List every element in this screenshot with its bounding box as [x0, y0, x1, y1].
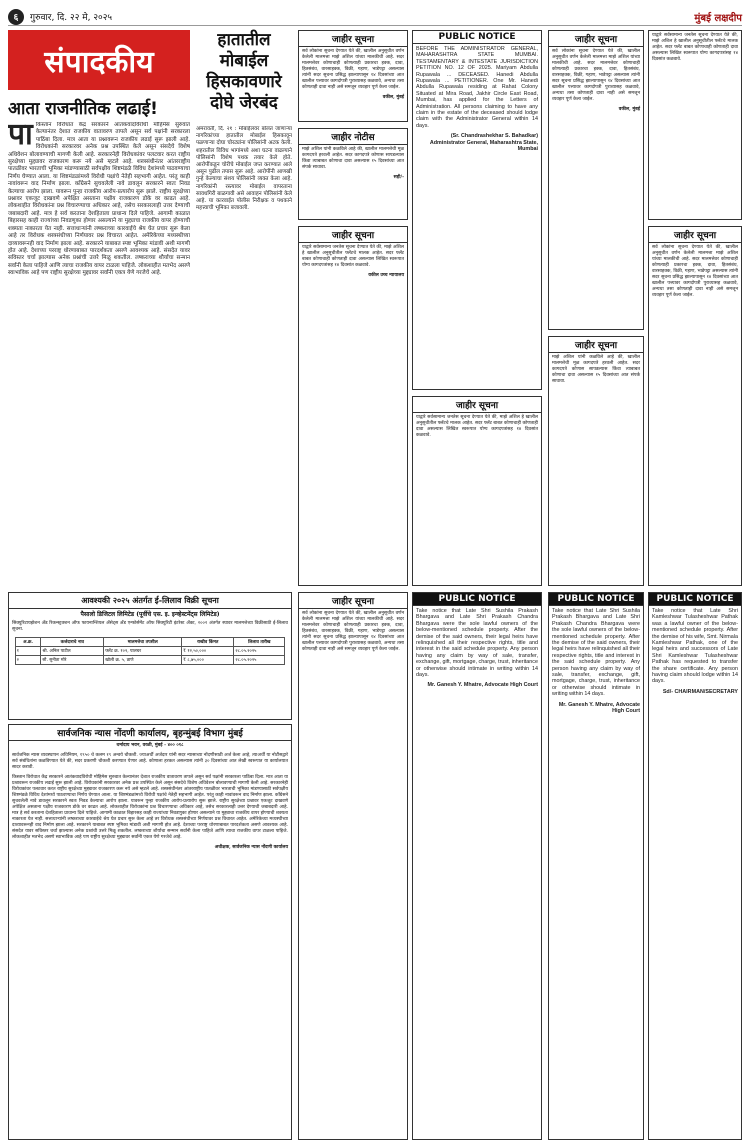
- auction-table: [15, 637, 286, 665]
- table-row: [15, 647, 285, 656]
- trust-header: सार्वजनिक न्यास नोंदणी कार्यालय, बृहन्मुंबई विभाग मुंबई: [9, 725, 291, 741]
- table-cell: सौ. सुनीता मोरे: [41, 656, 104, 665]
- notice-body: याद्वारे सर्वसामान्य जनतेस सूचना देण्यात येते की, माझे अशिल हे खालील अनुसूचीतील फ्लॅटचे मालक आहेत. सदर फ्लॅट बाबत कोणाचाही कोणताही दावा असल्यास लिखित स्वरूपात योग्य कागदपत्रांसह १४ दिवसांत कळवावे.: [416, 415, 538, 438]
- notice-9: [298, 592, 408, 1140]
- notice-body: सर्व लोकांना सूचना देण्यात येते की, खालील अनुसूचीत वर्णन केलेली मालमत्ता माझे अशिल यांच्या मालकीची आहे. सदर मालमत्तेवर कोणाचाही कोणत्याही प्रकारचा हक्क, दावा, हितसंबंध, वारसाहक्क, विक्री, गहाण, भाडेपट्टा असल्यास त्यांनी सदर सूचना प्रसिद्ध झाल्यापासून १४ दिवसांच्या आत खालील पत्त्यावर कागदोपत्री पुराव्यासह कळवावे, अन्यथा तसा कोणताही दावा नाही असे समजून व्यवहार पूर्ण केला जाईल.: [652, 245, 738, 298]
- section-title: मुंबई लक्षदीप: [694, 12, 742, 24]
- page-number: ६: [8, 9, 24, 25]
- notice-title: PUBLIC NOTICE: [649, 593, 741, 606]
- trust-body: सार्वजनिक न्यास व्यवस्थापन अधिनियम, १९५० चे कलम १९ अन्वये चौकशी. ज्याअर्थी अर्जदार यांनी सदर न्यासाच्या नोंदणीसाठी अर्ज केला आहे, त्याअर्थी या नोटीसद्वारे सर्व संबंधितांना कळविण्यात येते की, सदर प्रकरणी चौकशी करण्यात येणार आहे. कोणाला हरकत असल्यास त्यांनी ३० दिवसांच्या आत लेखी स्वरूपात या कार्यालयात सादर करावी.: [12, 753, 288, 770]
- notice-title: जाहीर सूचना: [649, 227, 741, 243]
- notice-title: जाहीर सूचना: [549, 337, 643, 353]
- notice-8: [648, 226, 742, 586]
- notice-6: [548, 336, 644, 586]
- notice-body: माझे अशिल यांनी कळविले आहे की, खालील मालमत्तेची मूळ कागदपत्रे हरवली आहेत. सदर कागदपत्रे कोणास सापडल्यास किंवा त्याबाबत कोणाचा दावा असल्यास १५ दिवसांच्या आत संपर्क साधावा.: [552, 355, 640, 384]
- editorial-text: किस्तान विरोधात केंद्र सरकारने आतंकवादविरोधी मोहिमेस सुरुवात केल्यानंतर देशात राजकीय वातावरण तापले असून सर्व पक्षांनी सरकारला पाठिंबा दिला. मात्र आता या प्रश्नावरून राजकीय लढाई सुरू झाली आहे. विरोधकांनी सरकारवर अनेक प्रश्न उपस्थित केले असून संसदेचे विशेष अधिवेशन बोलावण्याची मागणी केली आहे. सरकारनेही विरोधकांवर पलटवार करत राष्ट्रीय सुरक्षेच्या मुद्द्यावर राजकारण करू नये असे म्हटले आहे. शस्त्रसंधीनंतर आंतरराष्ट्रीय पातळीवर भारताची भूमिका मांडण्यासाठी सर्वपक्षीय शिष्टमंडळे विविध देशांमध्ये पाठवण्याचा निर्णय घेण्यात आला. या शिष्टमंडळांमध्ये विरोधी पक्षांचे नेतेही सहभागी आहेत. परंतु काही नावांवरून वाद निर्माण झाला. काँग्रेसने सुचवलेली नावे डावलून सरकारने स्वतः निवड केल्याचा आरोप झाला. यावरून पुन्हा राजकीय आरोप-प्रत्यारोप सुरू झाले. राष्ट्रीय सुरक्षेच्या प्रश्नावर एकजूट दाखवणे अपेक्षित असताना पक्षीय राजकारण डोके वर काढत आहे. लोकशाहीत विरोधकांना प्रश्न विचारण्याचा अधिकार आहे, तसेच सरकारलाही उत्तर देण्याची जबाबदारी आहे. मात्र हे सर्व करताना देशहिताला प्राधान्य दिले पाहिजे. आगामी काळात बिहारसह काही राज्यांच्या निवडणुका होणार असल्याने या मुद्द्याचा राजकीय वापर होण्याची शक्यता नाकारता येत नाही. सत्ताधाऱ्यांनी लष्कराच्या कारवाईचे श्रेय घेत प्रचार सुरू केला आहे तर विरोधक शस्त्रसंधीच्या निर्णयावर प्रश्न विचारत आहेत. अमेरिकेच्या मध्यस्थीच्या दाव्यावरूनही वाद निर्माण झाला आहे. सरकारने याबाबत स्पष्ट भूमिका मांडावी अशी मागणी होत आहे. देशाच्या परराष्ट्र धोरणाबाबत पारदर्शकता असणे आवश्यक आहे. संसदेत यावर सविस्तर चर्चा झाल्यास अनेक प्रश्नांची उत्तरे मिळू शकतील. लष्कराच्या शौर्याचा सन्मान सर्वांनी केला पाहिजे आणि त्याचा राजकीय वापर टाळला पाहिजे. लोकशाहीत मतभेद असणे स्वाभाविक आहे पण राष्ट्रीय सुरक्षेच्या मुद्द्यावर सर्वांनी एकत्र येणे गरजेचे आहे.: [8, 122, 190, 277]
- notice-title: PUBLIC NOTICE: [413, 31, 541, 44]
- notice-title: जाहीर सूचना: [413, 397, 541, 413]
- notice-body: याद्वारे सर्वसामान्य जनतेस सूचना देण्यात येते की, माझे अशिल हे खालील अनुसूचीतील फ्लॅटचे मालक आहेत. सदर फ्लॅट बाबत कोणाचाही कोणताही दावा असल्यास लिखित स्वरूपात योग्य कागदपत्रांसह १४ दिवसांत कळवावे.: [302, 245, 404, 268]
- notice-title: जाहीर नोटीस: [299, 129, 407, 145]
- notice-title: PUBLIC NOTICE: [549, 593, 643, 606]
- table-cell: २८.०५.२०२५: [234, 656, 285, 665]
- notice-sign: वकील उच्च न्यायालय: [368, 273, 404, 278]
- table-cell: २८.०५.२०२५: [234, 647, 285, 656]
- notice-sign: वकील, मुंबई: [382, 95, 404, 100]
- notice-sign: सही/-: [393, 175, 404, 180]
- notice-title: जाहीर सूचना: [549, 31, 643, 47]
- notice-title: जाहीर सूचना: [299, 593, 407, 609]
- table-cell: १: [15, 647, 41, 656]
- story-body: अमरावती, दि. २१ : मोबाईलवर बोलत जाणाऱ्या नागरिकांच्या हातातील मोबाईल हिसकावून पळणाऱ्या दोघा चोरट्यांना पोलिसांनी अटक केली. शहरातील विविध भागांमध्ये अशा घटना वाढल्याने पोलिसांनी विशेष पथक तयार केले होते. आरोपींकडून चोरीचे मोबाईल जप्त करण्यात आले असून पुढील तपास सुरू आहे. आरोपींनी आणखी गुन्हे केल्याचा संशय पोलिसांनी व्यक्त केला आहे. नागरिकांनी रस्त्यावर मोबाईल वापरताना सावधगिरी बाळगावी असे आवाहन पोलिसांनी केले आहे. या कारवाईत पोलीस निरीक्षक व पथकाने महत्त्वाची भूमिका बजावली.: [196, 126, 292, 212]
- table-cell: श्री. अनिल पाटील: [41, 647, 104, 656]
- notice-body: याद्वारे सर्वसामान्य जनतेस सूचना देण्यात येते की, माझे अशिल हे खालील अनुसूचीतील फ्लॅटचे मालक आहेत. सदर फ्लॅट बाबत कोणाचाही कोणताही दावा असल्यास लिखित स्वरूपात योग्य कागदपत्रांसह १४ दिवसांत कळवावे.: [652, 33, 738, 62]
- notice-sign: (Sr. Chandrashekhar S. Bahadkar) Administrator General, Maharashtra State, Mumbai: [429, 133, 538, 153]
- e-auction-notice: [8, 592, 292, 720]
- trust-sub: धर्मादाय भवन, वरळी, मुंबई - ४०० ०१८: [116, 743, 184, 748]
- table-row: [15, 656, 285, 665]
- notice-sign: Sd/- CHAIRMAN/SECRETARY: [662, 688, 738, 695]
- public-notice-bhargava-2: [548, 592, 644, 1140]
- trust-registration-notice: [8, 724, 292, 1140]
- notice-sign: Mr. Ganesh Y. Mhatre, Advocate High Court: [427, 682, 538, 689]
- story-title: हातातील मोबाईल हिसकावणारे दोघे जेरबंद: [206, 30, 282, 113]
- public-notice-admin: [412, 30, 542, 390]
- editorial-body: [8, 122, 190, 592]
- editorial-title: आता राजनीतिक लढाई!: [8, 99, 158, 119]
- notice-3: [298, 226, 408, 586]
- notice-sign: वकील, मुंबई: [618, 107, 640, 112]
- table-cell: खोली क्र. ५, ठाणे: [104, 656, 182, 665]
- column-header: अ.क्र.: [15, 638, 41, 647]
- notice-body: BEFORE THE ADMINISTRATOR GENERAL, MAHARASHTRA STATE MUMBAI. TESTAMENTARY & INTESTATE JURISDICTION PETITION NO. 12 OF 2025. Mariyam Abdulla Rupawala ... DECEASED. Hanedi Abdulla Rupawala ... PETITIONER. One Mr. Hanedi Abdulla Rupawala residing at Rahat Colony Situated at Mira Road, Jakhir Circle East Road, Mumbai, has applied for the Letters of Administration. All persons claiming to have any claim in the estate of the deceased should lodge claim with the Administrator General within 14 days.: [416, 46, 538, 129]
- table-cell: ₹ ८,७५,०००: [182, 656, 234, 665]
- table-cell: फ्लॅट क्र. १०२, पालघर: [104, 647, 182, 656]
- notice-1: [298, 30, 408, 122]
- notice-5: [548, 30, 644, 330]
- public-notice-pathak: [648, 592, 742, 1140]
- notice-body: सर्व लोकांना सूचना देण्यात येते की, खालील अनुसूचीत वर्णन केलेली मालमत्ता माझे अशिल यांच्या मालकीची आहे. सदर मालमत्तेवर कोणाचाही कोणत्याही प्रकारचा हक्क, दावा, हितसंबंध, वारसाहक्क, विक्री, गहाण, भाडेपट्टा असल्यास त्यांनी सदर सूचना प्रसिद्ध झाल्यापासून १४ दिवसांच्या आत खालील पत्त्यावर कागदोपत्री पुराव्यासह कळवावे, अन्यथा तसा कोणताही दावा नाही असे समजून व्यवहार पूर्ण केला जाईल.: [302, 49, 404, 90]
- table-header-row: [15, 638, 285, 647]
- auction-company: पैसालो डिजिटल लिमिटेड (पूर्वीचे एस. इ. इन्व्हेस्टमेंट्स लिमिटेड): [80, 611, 220, 618]
- trust-sign: अधीक्षक, सार्वजनिक न्यास नोंदणी कार्यालय: [214, 845, 288, 850]
- header-left: [8, 9, 112, 25]
- date-line: गुरुवार, दि. २२ मे, २०२५: [30, 13, 113, 23]
- notice-4: [412, 396, 542, 586]
- column-header: मालमत्तेचा तपशील: [104, 638, 182, 647]
- editorial-banner: संपादकीय: [8, 30, 190, 90]
- column-header: लिलाव तारीख: [234, 638, 285, 647]
- notice-body: सर्व लोकांना सूचना देण्यात येते की, खालील अनुसूचीत वर्णन केलेली मालमत्ता माझे अशिल यांच्या मालकीची आहे. सदर मालमत्तेवर कोणाचाही कोणत्याही प्रकारचा हक्क, दावा, हितसंबंध, वारसाहक्क, विक्री, गहाण, भाडेपट्टा असल्यास त्यांनी सदर सूचना प्रसिद्ध झाल्यापासून १४ दिवसांच्या आत खालील पत्त्यावर कागदोपत्री पुराव्यासह कळवावे, अन्यथा तसा कोणताही दावा नाही असे समजून व्यवहार पूर्ण केला जाईल.: [552, 49, 640, 102]
- auction-text: सिक्युरिटायझेशन अँड रिकन्स्ट्रक्शन ऑफ फायनान्शियल ॲसेट्स अँड एन्फोर्समेंट ऑफ सिक्युरिटी इंटरेस्ट ॲक्ट, २००२ अंतर्गत स्थावर मालमत्तेच्या विक्रीसाठी ई-लिलाव सूचना.: [12, 621, 288, 632]
- notice-title: जाहीर सूचना: [299, 31, 407, 47]
- column-header: कर्जदाराचे नाव: [41, 638, 104, 647]
- notice-title: PUBLIC NOTICE: [413, 593, 541, 606]
- notice-sign: Mr. Ganesh Y. Mhatre, Advocate High Court: [558, 701, 640, 715]
- dropcap: पा: [8, 122, 33, 152]
- notice-title: जाहीर सूचना: [299, 227, 407, 243]
- table-cell: ₹ १२,५०,०००: [182, 647, 234, 656]
- notice-body: Take notice that Late Shri Kamleshwar Tulasheshwar Pathak was a lawful owner of the below-mentioned schedule property. After the demise of his wife, Smt. Nirmala Kamleshwar Pathak, one of the legal heirs and successors of Late Shri Kamleshwar Tulasheshwar Pathak has requested to transfer the share certificate. Any person having claim should lodge within 14 days.: [652, 608, 738, 685]
- notice-2: [298, 128, 408, 220]
- page-header: [8, 8, 742, 26]
- public-notice-bhargava: [412, 592, 542, 1140]
- auction-header: आवश्यकी २०२५ अंतर्गत ई-लिलाव विक्री सूचना: [9, 593, 291, 609]
- column-header: राखीव किंमत: [182, 638, 234, 647]
- notice-body: Take notice that Late Shri Sushila Prakash Bhargava and Late Shri Prakash Chandra Bhargava were the sole lawful owners of the below-mentioned schedule property. After the demise of the said owners, their legal heirs have relinquished all their respective rights, title and interest in the said schedule property. Any person having any claim by way of sale, transfer, exchange, gift, mortgage, charge, trust, inheritance or otherwise should intimate in writing within 14 days.: [552, 608, 640, 698]
- notice-body: Take notice that Late Shri Sushila Prakash Bhargava and Late Shri Prakash Chandra Bhargava were the sole lawful owners of the below-mentioned schedule property. After the demise of the said owners, their legal heirs have relinquished all their respective rights, title and interest in the said schedule property. Any person having any claim by way of sale, transfer, exchange, gift, mortgage, charge, trust, inheritance or otherwise should intimate in writing within 14 days.: [416, 608, 538, 679]
- table-cell: २: [15, 656, 41, 665]
- notice-7: [648, 30, 742, 220]
- trust-body-2: किस्तान विरोधात केंद्र सरकारने आतंकवादविरोधी मोहिमेस सुरुवात केल्यानंतर देशात राजकीय वातावरण तापले असून सर्व पक्षांनी सरकारला पाठिंबा दिला. मात्र आता या प्रश्नावरून राजकीय लढाई सुरू झाली आहे. विरोधकांनी सरकारवर अनेक प्रश्न उपस्थित केले असून संसदेचे विशेष अधिवेशन बोलावण्याची मागणी केली आहे. सरकारनेही विरोधकांवर पलटवार करत राष्ट्रीय सुरक्षेच्या मुद्द्यावर राजकारण करू नये असे म्हटले आहे. शस्त्रसंधीनंतर आंतरराष्ट्रीय पातळीवर भारताची भूमिका मांडण्यासाठी सर्वपक्षीय शिष्टमंडळे विविध देशांमध्ये पाठवण्याचा निर्णय घेण्यात आला. या शिष्टमंडळांमध्ये विरोधी पक्षांचे नेतेही सहभागी आहेत. परंतु काही नावांवरून वाद निर्माण झाला. काँग्रेसने सुचवलेली नावे डावलून सरकारने स्वतः निवड केल्याचा आरोप झाला. यावरून पुन्हा राजकीय आरोप-प्रत्यारोप सुरू झाले. राष्ट्रीय सुरक्षेच्या प्रश्नावर एकजूट दाखवणे अपेक्षित असताना पक्षीय राजकारण डोके वर काढत आहे. लोकशाहीत विरोधकांना प्रश्न विचारण्याचा अधिकार आहे, तसेच सरकारलाही उत्तर देण्याची जबाबदारी आहे. मात्र हे सर्व करताना देशहिताला प्राधान्य दिले पाहिजे. आगामी काळात बिहारसह काही राज्यांच्या निवडणुका होणार असल्याने या मुद्द्याचा राजकीय वापर होण्याची शक्यता नाकारता येत नाही. सत्ताधाऱ्यांनी लष्कराच्या कारवाईचे श्रेय घेत प्रचार सुरू केला आहे तर विरोधक शस्त्रसंधीच्या निर्णयावर प्रश्न विचारत आहेत. अमेरिकेच्या मध्यस्थीच्या दाव्यावरूनही वाद निर्माण झाला आहे. सरकारने याबाबत स्पष्ट भूमिका मांडावी अशी मागणी होत आहे. देशाच्या परराष्ट्र धोरणाबाबत पारदर्शकता असणे आवश्यक आहे. संसदेत यावर सविस्तर चर्चा झाल्यास अनेक प्रश्नांची उत्तरे मिळू शकतील. लष्कराच्या शौर्याचा सन्मान सर्वांनी केला पाहिजे आणि त्याचा राजकीय वापर टाळला पाहिजे. लोकशाहीत मतभेद असणे स्वाभाविक आहे पण राष्ट्रीय सुरक्षेच्या मुद्द्यावर सर्वांनी एकत्र येणे गरजेचे आहे.: [12, 775, 288, 840]
- notice-body: सर्व लोकांना सूचना देण्यात येते की, खालील अनुसूचीत वर्णन केलेली मालमत्ता माझे अशिल यांच्या मालकीची आहे. सदर मालमत्तेवर कोणाचाही कोणत्याही प्रकारचा हक्क, दावा, हितसंबंध, वारसाहक्क, विक्री, गहाण, भाडेपट्टा असल्यास त्यांनी सदर सूचना प्रसिद्ध झाल्यापासून १४ दिवसांच्या आत खालील पत्त्यावर कागदोपत्री पुराव्यासह कळवावे, अन्यथा तसा कोणताही दावा नाही असे समजून व्यवहार पूर्ण केला जाईल.: [302, 611, 404, 652]
- notice-body: माझे अशिल यांनी कळविले आहे की, खालील मालमत्तेची मूळ कागदपत्रे हरवली आहेत. सदर कागदपत्रे कोणास सापडल्यास किंवा त्याबाबत कोणाचा दावा असल्यास १५ दिवसांच्या आत संपर्क साधावा.: [302, 147, 404, 170]
